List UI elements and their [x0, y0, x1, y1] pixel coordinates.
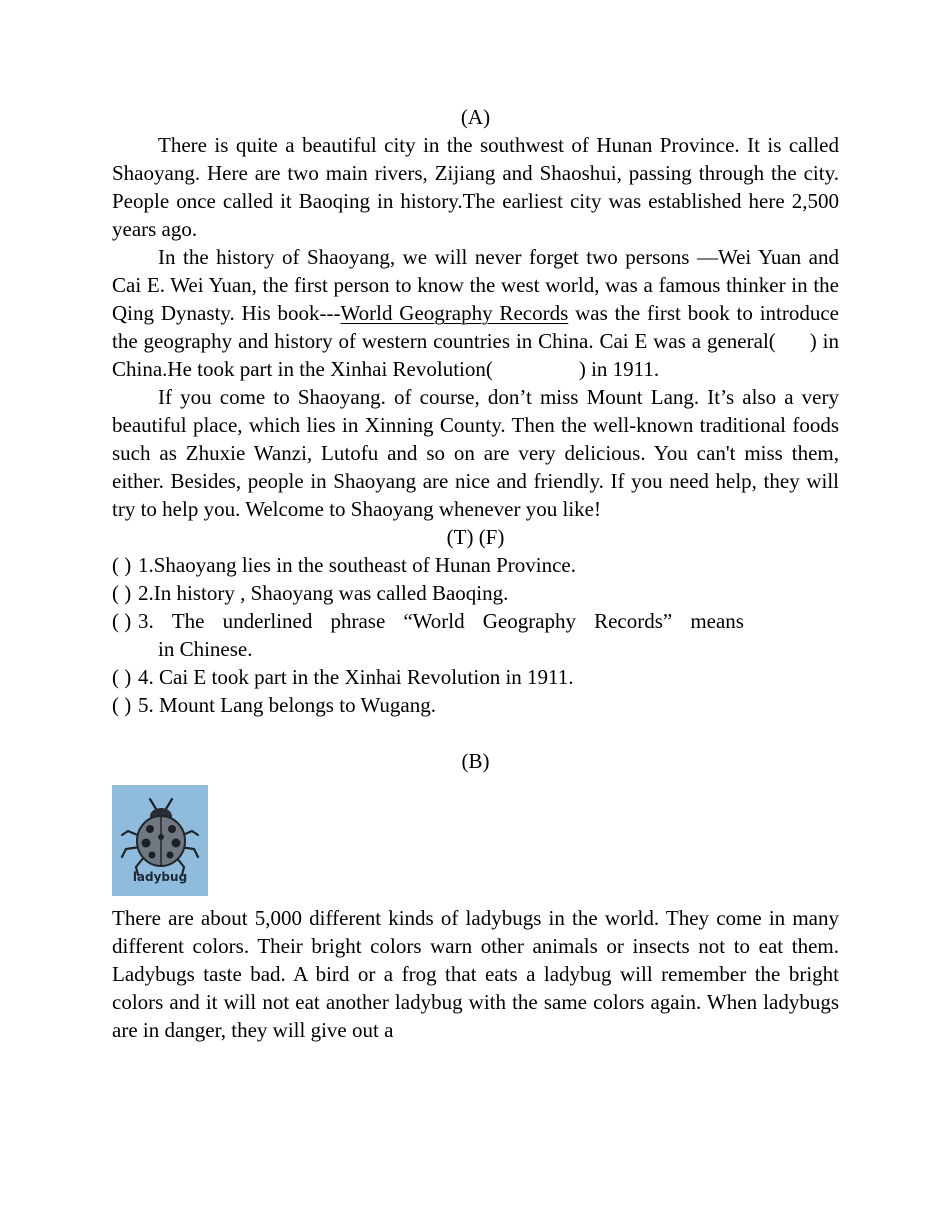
question-3 — [112, 607, 744, 635]
underlined-phrase: World Geography Records — [340, 301, 569, 325]
paragraph-2-text-end: ) in 1911. — [578, 357, 660, 381]
question-2 — [112, 579, 839, 607]
question-text: 2.In history , Shaoyang was called Baoqing. — [138, 581, 509, 605]
section-a-paragraph-3: If you come to Shaoyang. of course, don’t miss Mount Lang. It’s also a very beautiful place, which lies in Xinning County. Then the well-known traditional foods such as Zhuxie Wanzi, Lutofu and so on are very delicious. You can't miss them, either. Besides, people in Shaoyang are nice and friendly. If you need help, they will try to help you. Welcome to Shaoyang whenever you like! — [112, 385, 839, 521]
question-text: 5. Mount Lang belongs to Wugang. — [138, 693, 436, 717]
question-3-word: Records” — [594, 609, 673, 633]
answer-blank: ( ) — [112, 581, 132, 605]
section-a-heading: (A) — [460, 105, 491, 129]
question-1 — [112, 551, 839, 579]
paragraph-2-text-mid-2: ) in China.He took part in the Xinhai Revolution( — [112, 329, 839, 381]
answer-blank: ( ) — [112, 693, 132, 717]
question-4 — [112, 663, 839, 691]
question-3-word: “World — [403, 609, 465, 633]
question-text: 3. — [138, 609, 154, 633]
question-3-word: means — [690, 609, 744, 633]
question-3-word — [112, 607, 154, 635]
document-content — [112, 103, 839, 1044]
question-text: 1.Shaoyang lies in the southeast of Hunan Province. — [138, 553, 577, 577]
question-3-word: underlined — [222, 609, 313, 633]
true-false-header: (T) (F) — [446, 525, 505, 549]
question-3-word: phrase — [330, 609, 386, 633]
answer-blank: ( ) — [112, 665, 132, 689]
image-caption: ladybug — [132, 870, 188, 884]
question-3-continuation: in Chinese. — [158, 637, 253, 661]
section-a-paragraph-1: There is quite a beautiful city in the southwest of Hunan Province. It is called Shaoyang. Here are two main rivers, Zijiang and Shaoshui, passing through the city. People once called it Baoqing in history.The earliest city was established here 2,500 years ago. — [112, 133, 839, 241]
answer-blank: ( ) — [112, 553, 132, 577]
paragraph-2-text-start: In the history of Shaoyang, we will never forget two persons —Wei Yuan and Cai E. Wei Yuan, the first person to know the west world, was a famous thinker in the Qing Dynasty. His book--- — [112, 245, 839, 325]
paragraph-2-text-mid-1: was the first book to introduce the geography and history of western countries in China. Cai E was a general( — [112, 301, 840, 353]
section-spacer — [112, 719, 839, 747]
answer-blank: ( ) — [112, 609, 132, 633]
section-b-paragraph-1: There are about 5,000 different kinds of ladybugs in the world. They come in many different colors. Their bright colors warn other animals or insects not to eat them. Ladybugs taste bad. A bird or a frog that eats a ladybug will remember the bright colors and it will not eat another ladybug with the same colors again. When ladybugs are in danger, they will give out a — [112, 906, 839, 1042]
section-b-heading: (B) — [461, 749, 490, 773]
question-5 — [112, 691, 839, 719]
question-3-word: The — [171, 609, 205, 633]
ladybug-image — [112, 785, 208, 896]
question-text: 4. Cai E took part in the Xinhai Revolution in 1911. — [138, 665, 574, 689]
section-a-paragraph-2 — [112, 243, 839, 383]
question-3-word: Geography — [482, 609, 577, 633]
